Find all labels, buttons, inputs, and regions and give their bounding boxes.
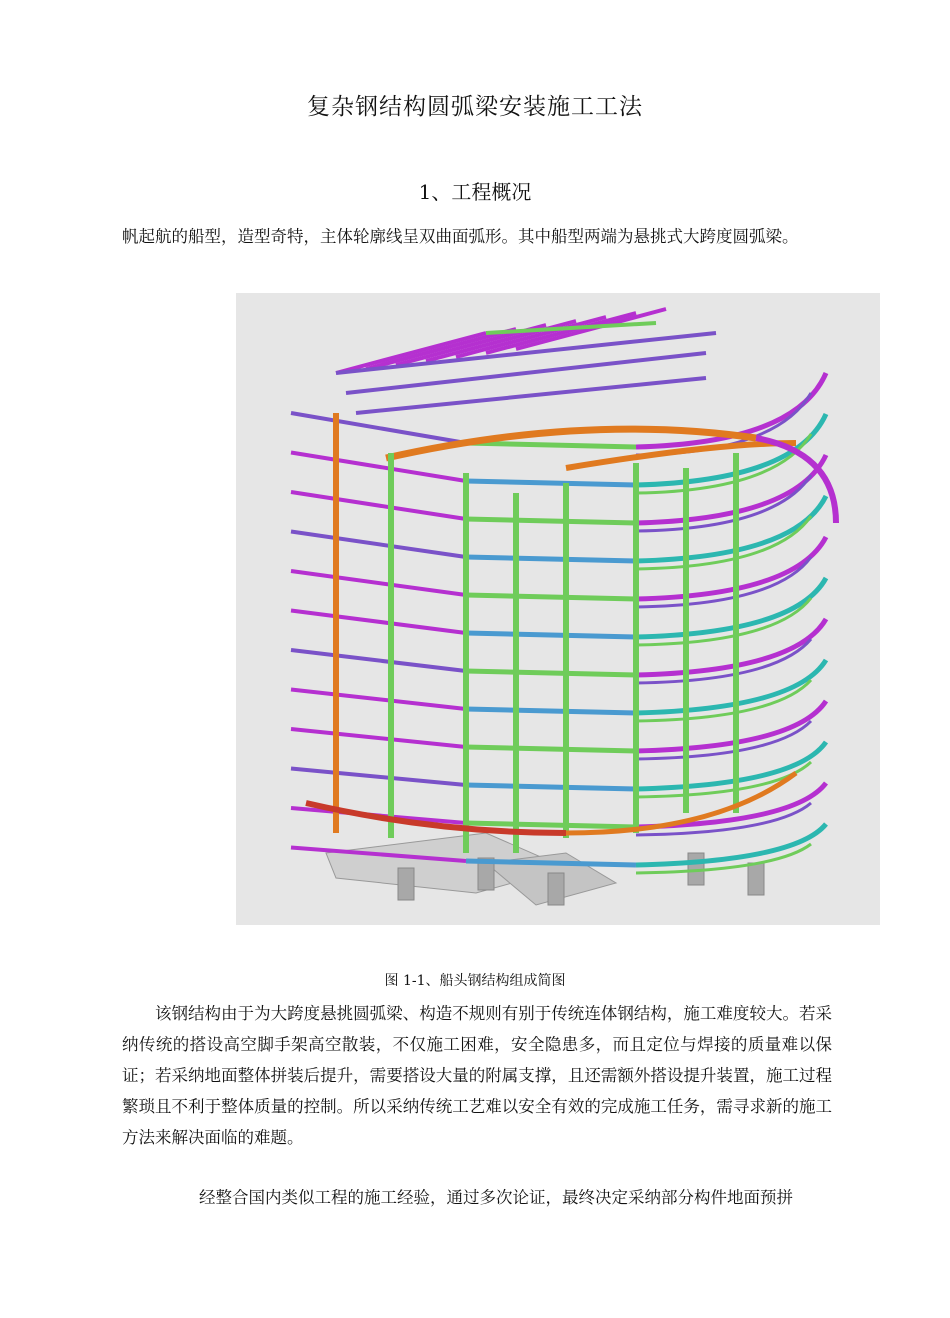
document-title: 复杂钢结构圆弧梁安装施工工法	[307, 94, 643, 120]
floor-beam	[466, 519, 636, 523]
floor-beam	[291, 571, 466, 595]
floor-beam	[466, 481, 636, 485]
floor-beam	[291, 532, 466, 558]
paragraph-overview: 帆起航的船型，造型奇特，主体轮廓线呈双曲面弧形。其中船型两端为悬挑式大跨度圆弧梁。	[122, 227, 799, 246]
footing-column	[398, 868, 414, 900]
floor-beam	[466, 633, 636, 637]
paragraph-difficulty: 该钢结构由于为大跨度悬挑圆弧梁、构造不规则有别于传统连体钢结构，施工难度较大。若采纳传统的搭设高空脚手架高空散装，不仅施工困难，安全隐患多，而且定位与焊接的质量难以保证；若采纳地面整体拼装后提升，需要搭设大量的附属支撑，且还需额外搭设提升装置，施工过程繁琐且不利于整体质量的控制。所以采纳传统工艺难以安全有效的完成施工任务，需寻求新的施工方法来解决面临的难题。	[122, 1004, 832, 1147]
curved-arc-beam	[636, 701, 826, 751]
floor-beam	[291, 611, 466, 634]
floor-beam	[466, 747, 636, 751]
floor-beam	[466, 557, 636, 561]
floor-beam	[291, 690, 466, 710]
roof-beam	[356, 378, 706, 413]
paragraph-method: 经整合国内类似工程的施工经验，通过多次论证，最终决定采纳部分构件地面预拼	[199, 1188, 793, 1207]
floor-beam	[291, 729, 466, 747]
curved-arc-beam	[306, 803, 566, 833]
floor-beam	[291, 413, 466, 443]
floor-beam	[466, 595, 636, 599]
figure-caption: 图 1-1、船头钢结构组成简图	[384, 973, 566, 989]
floor-beam	[466, 443, 636, 447]
curved-arc-beam	[636, 721, 811, 759]
section-heading: 1、工程概况	[418, 180, 532, 204]
footing-column	[548, 873, 564, 905]
footing-column	[748, 863, 764, 895]
floor-beam	[466, 785, 636, 789]
floor-beam	[291, 769, 466, 786]
steel-structure-drawing	[236, 293, 880, 925]
floor-beam	[291, 492, 466, 519]
floor-beam	[466, 709, 636, 713]
floor-beam	[466, 671, 636, 675]
floor-beam	[466, 823, 636, 827]
steel-structure-figure	[236, 293, 880, 925]
floor-beam	[291, 650, 466, 671]
curved-arc-beam	[636, 680, 811, 721]
floor-beam	[291, 453, 466, 482]
